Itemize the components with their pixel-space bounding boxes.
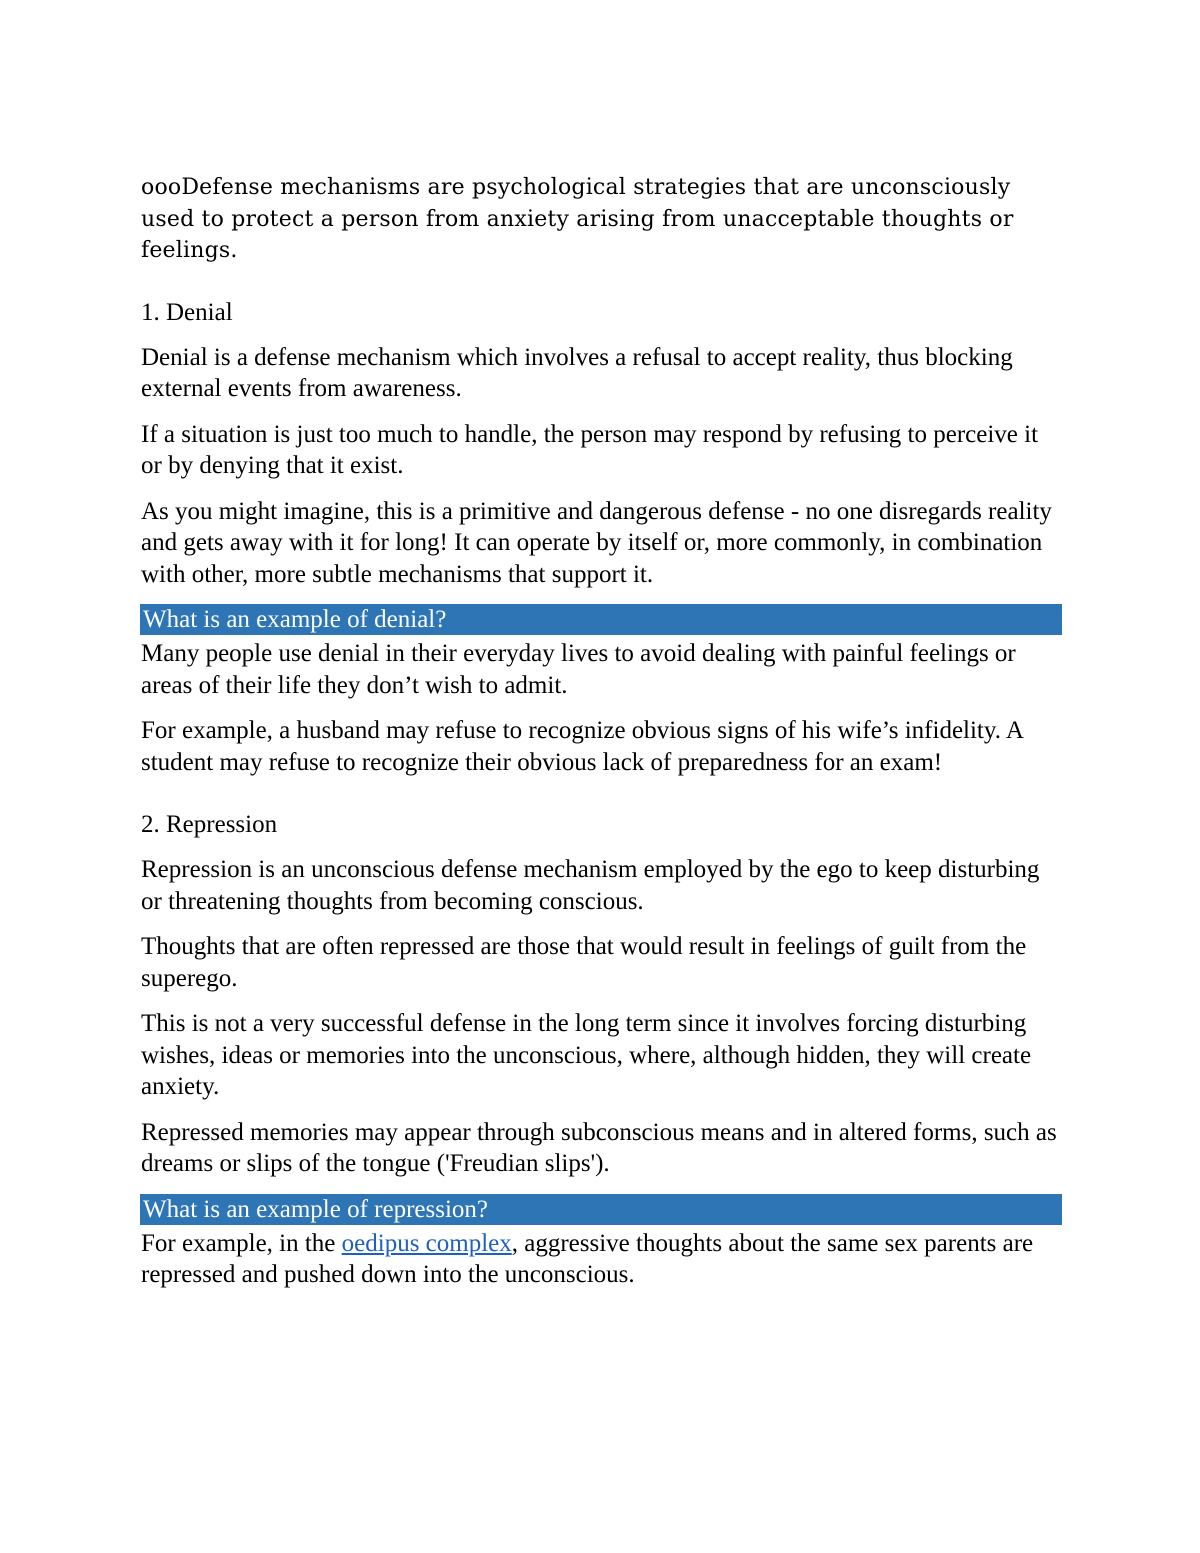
repression-paragraph-4: Repressed memories may appear through subconscious means and in altered forms, such as dreams or slips of the tongue ('Freudian slips'). — [141, 1118, 1057, 1177]
section-heading-denial: 1. Denial — [141, 298, 233, 326]
repression-paragraph-3: This is not a very successful defense in the long term since it involves forcing disturbing wishes, ideas or memories into the unconscious, where, although hidden, they will create anxiety. — [141, 1010, 1032, 1100]
denial-paragraph-1: Denial is a defense mechanism which involves a refusal to accept reality, thus blocking external events from awareness. — [141, 343, 1013, 402]
repression-answer — [141, 1228, 1059, 1291]
denial-answer-1: Many people use denial in their everyday lives to avoid dealing with painful feelings or areas of their life they don’t wish to admit. — [141, 640, 1016, 699]
section-spacer — [141, 792, 1059, 809]
repression-question-bar: What is an example of repression? — [140, 1194, 1062, 1225]
repression-paragraph-1: Repression is an unconscious defense mechanism employed by the ego to keep disturbing or threatening thoughts from becoming conscious. — [141, 856, 1040, 915]
repression-answer-prefix: For example, in the — [141, 1229, 342, 1257]
repression-paragraph-2: Thoughts that are often repressed are those that would result in feelings of guilt from the superego. — [141, 933, 1027, 992]
repression-answer-suffix: , aggressive thoughts about the same sex parents are repressed and pushed down into the unconscious. — [141, 1229, 1034, 1288]
section-heading-repression: 2. Repression — [141, 811, 278, 838]
intro-paragraph: oooDefense mechanisms are psychological strategies that are unconsciously used to protect a person from anxiety arising from unacceptable thoughts or feelings. — [141, 175, 1014, 263]
oedipus-complex-link[interactable]: oedipus complex — [341, 1229, 512, 1257]
denial-paragraph-3: As you might imagine, this is a primitive and dangerous defense - no one disregards reality and gets away with it for long! It can operate by itself or, more commonly, in combination with other, more subtle mechanisms that support it. — [141, 497, 1052, 588]
denial-paragraph-2: If a situation is just too much to handle, the person may respond by refusing to perceive it or by denying that it exist. — [141, 420, 1039, 479]
denial-question-bar: What is an example of denial? — [140, 604, 1062, 635]
denial-answer-2: For example, a husband may refuse to recognize obvious signs of his wife’s infidelity. A student may refuse to recognize their obvious lack of preparedness for an exam! — [141, 717, 1023, 776]
document-page — [141, 172, 1059, 1305]
